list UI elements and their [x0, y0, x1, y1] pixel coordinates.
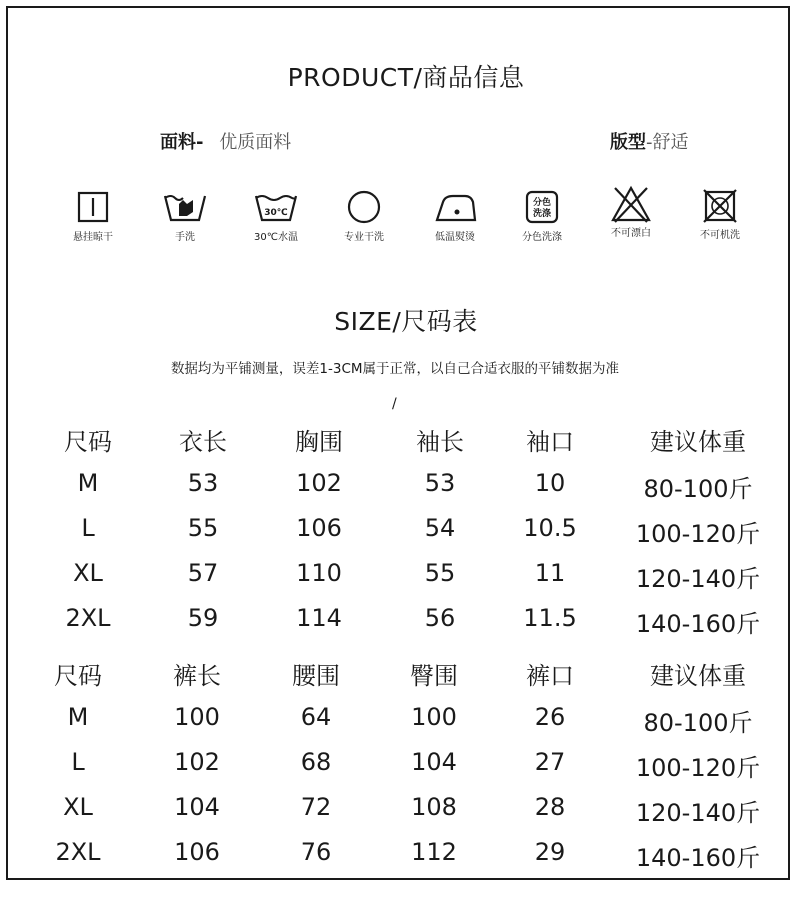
table-cell: 104 — [411, 748, 457, 776]
size-cell: XL — [63, 793, 93, 821]
table-cell: 68 — [300, 748, 332, 776]
separate-text-bottom: 洗涤 — [532, 209, 552, 219]
table-cell: 53 — [424, 469, 456, 497]
table-cell: 140-160斤 — [635, 844, 761, 872]
column-header: 建议体重 — [650, 428, 746, 456]
table-cell: 120-140斤 — [635, 799, 761, 827]
wash-temp-text: 30℃ — [264, 208, 288, 218]
separate-text-top: 分色 — [532, 198, 552, 208]
product-title: PRODUCT/商品信息 — [287, 63, 525, 92]
table-cell: 106 — [174, 838, 220, 866]
size-cell: M — [77, 469, 99, 497]
table-cell: 108 — [411, 793, 457, 821]
table-cell: 11.5 — [523, 604, 577, 632]
column-header: 尺码 — [54, 662, 102, 690]
size-cell: XL — [73, 559, 103, 587]
size-cell: 2XL — [55, 838, 101, 866]
table-cell: 55 — [424, 559, 456, 587]
column-header: 袖长 — [416, 428, 464, 456]
size-cell: M — [67, 703, 89, 731]
column-header: 尺码 — [64, 428, 112, 456]
table-cell: 100 — [411, 703, 457, 731]
fit-info — [610, 128, 689, 154]
table-cell: 106 — [296, 514, 342, 542]
table-cell: 110 — [296, 559, 342, 587]
column-header: 腰围 — [292, 662, 340, 690]
table-cell: 64 — [300, 703, 332, 731]
separate-wash-icon — [507, 190, 577, 243]
size-cell: 2XL — [65, 604, 111, 632]
table-cell: 53 — [187, 469, 219, 497]
table-cell: 100-120斤 — [635, 520, 761, 548]
table-cell: 102 — [296, 469, 342, 497]
table-cell: 56 — [424, 604, 456, 632]
fabric-label: 面料- — [160, 132, 204, 153]
stray-mark: / — [392, 396, 397, 412]
table-cell: 102 — [174, 748, 220, 776]
table-cell: 10.5 — [523, 514, 577, 542]
column-header: 衣长 — [179, 428, 227, 456]
table-cell: 29 — [534, 838, 566, 866]
care-label: 手洗 — [175, 232, 195, 243]
column-header: 建议体重 — [650, 662, 746, 690]
low-iron-icon — [420, 190, 490, 243]
column-header: 裤口 — [526, 662, 574, 690]
measurement-note: 数据均为平铺测量，误差1-3CM属于正常，以自己合适衣服的平铺数据为准 — [170, 361, 620, 377]
fit-label: 版型 — [610, 132, 646, 153]
care-label: 分色洗涤 — [522, 232, 562, 243]
column-header: 袖口 — [526, 428, 574, 456]
no-bleach-icon — [596, 184, 666, 239]
size-title: SIZE/尺码表 — [334, 307, 478, 336]
dry-clean-icon — [329, 190, 399, 243]
table-cell: 80-100斤 — [643, 475, 753, 503]
hang-dry-icon — [58, 190, 128, 243]
column-header: 臀围 — [410, 662, 458, 690]
hand-wash-icon — [150, 190, 220, 243]
table-cell: 54 — [424, 514, 456, 542]
table-cell: 104 — [174, 793, 220, 821]
fit-value: -舒适 — [646, 132, 689, 153]
size-cell: L — [81, 514, 95, 542]
table-cell: 80-100斤 — [643, 709, 753, 737]
column-header: 胸围 — [295, 428, 343, 456]
table-cell: 114 — [296, 604, 342, 632]
table-cell: 112 — [411, 838, 457, 866]
wash-30c-icon — [241, 190, 311, 243]
table-cell: 100-120斤 — [635, 754, 761, 782]
table-cell: 26 — [534, 703, 566, 731]
fabric-info — [160, 128, 291, 154]
care-label: 不可机洗 — [700, 230, 740, 241]
care-label: 悬挂晾干 — [73, 232, 113, 243]
table-cell: 28 — [534, 793, 566, 821]
size-cell: L — [71, 748, 85, 776]
fabric-value: 优质面料 — [219, 132, 292, 153]
table-cell: 100 — [174, 703, 220, 731]
table-cell: 59 — [187, 604, 219, 632]
table-cell: 27 — [534, 748, 566, 776]
table-cell: 10 — [534, 469, 566, 497]
column-header: 裤长 — [173, 662, 221, 690]
care-label: 30℃水温 — [254, 232, 298, 243]
care-label: 低温熨烫 — [435, 232, 475, 243]
table-cell: 57 — [187, 559, 219, 587]
care-label: 不可漂白 — [611, 228, 651, 239]
care-label: 专业干洗 — [344, 232, 384, 243]
table-cell: 72 — [300, 793, 332, 821]
table-cell: 55 — [187, 514, 219, 542]
table-cell: 11 — [534, 559, 566, 587]
table-cell: 120-140斤 — [635, 565, 761, 593]
table-cell: 140-160斤 — [635, 610, 761, 638]
table-cell: 76 — [300, 838, 332, 866]
no-machine-wash-icon — [685, 188, 755, 241]
